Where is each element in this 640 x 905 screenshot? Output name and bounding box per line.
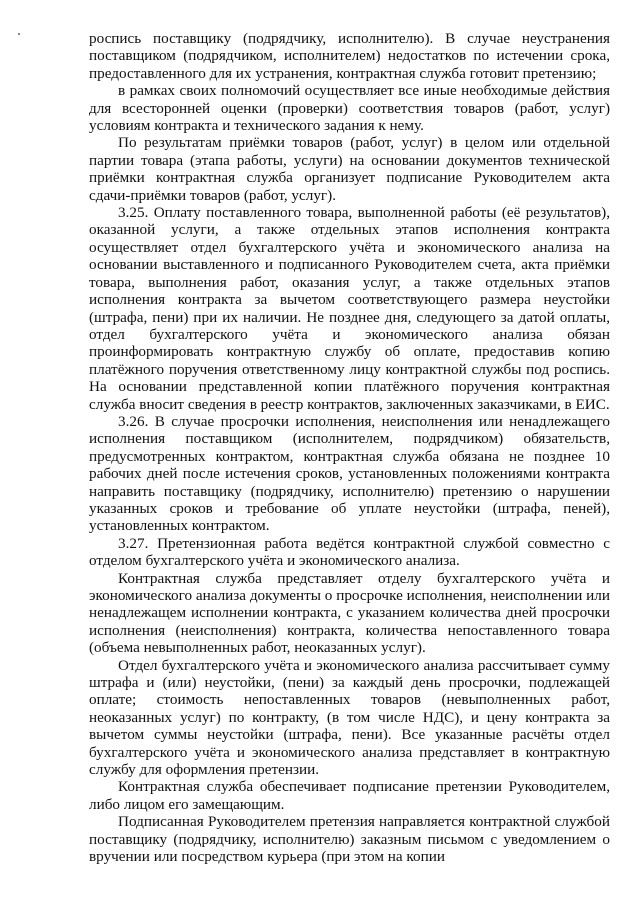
paragraph-3-26: 3.26. В случае просрочки исполнения, неисполнения или ненадлежащего исполнения поставщиком (исполнителем, подрядчиком) обязательств, предусмотренных контрактом, контрактная служба обязана не позднее 10 рабочих дней после истечения сроков, установленных положениями контракта направить поставщику (подрядчику, исполнителю) претензию о нарушении указанных сроков и требование об уплате неустойки (штрафа, пеней), установленных контрактом. <box>89 412 610 535</box>
paragraph-8: Отдел бухгалтерского учёта и экономического анализа рассчитывает сумму штрафа и (или) неустойки, (пени) за каждый день просрочки, подлежащей оплате; стоимость непоставленных товаров (невыполненных работ, неоказанных услуг) по контракту, (в том числе НДС), и цену контракта за вычетом суммы неустойки (штрафа, пени). Все указанные расчёты отдел бухгалтерского учёта и экономического анализа представляет в контрактную службу для оформления претензии. <box>89 656 610 779</box>
paragraph-9: Контрактная служба обеспечивает подписание претензии Руководителем, либо лицом его замещающим. <box>89 778 610 813</box>
scan-speck <box>18 33 20 35</box>
paragraph-3-25: 3.25. Оплату поставленного товара, выполненной работы (её результатов), оказанной услуги, а также отдельных этапов исполнения контракта осуществляет отдел бухгалтерского учёта и экономического анализа на основании выставленного и подписанного Руководителем счета, акта приёмки товара, выполнения работ, оказания услуг, а также отдельных этапов исполнения контракта за вычетом соответствующего размера неустойки (штрафа, пени) при их наличии. Не позднее дня, следующего за датой оплаты, отдел бухгалтерского учёта и экономического анализа обязан проинформировать контрактную службу об оплате, предоставив копию платёжного поручения ответственному лицу контрактной службы под роспись. На основании представленной копии платёжного поручения контрактная служба вносит сведения в реестр контрактов, заключенных заказчиками, в ЕИС. <box>89 204 610 413</box>
paragraph-3-27: 3.27. Претензионная работа ведётся контрактной службой совместно с отделом бухгалтерского учёта и экономического анализа. <box>89 534 610 570</box>
paragraph-1: роспись поставщику (подрядчику, исполнителю). В случае неустранения поставщиком (подрядчиком, исполнителем) недостатков по истечении срока, предоставленного для их устранения, контрактная служба готовит претензию; <box>89 30 610 82</box>
paragraph-10: Подписанная Руководителем претензия направляется контрактной службой поставщику (подрядчику, исполнителю) заказным письмом с уведомлением о вручении или посредством курьера (при этом на копии <box>89 813 610 866</box>
document-body <box>89 30 610 866</box>
paragraph-3: По результатам приёмки товаров (работ, услуг) в целом или отдельной партии товара (этапа работы, услуги) на основании документов технической приёмки контрактная служба организует подписание Руководителем акта сдачи-приёмки товаров (работ, услуг). <box>89 134 610 204</box>
paragraph-2: в рамках своих полномочий осуществляет все иные необходимые действия для всесторонней оценки (проверки) соответствия товаров (работ, услуг) условиям контракта и технического задания к нему. <box>89 82 610 135</box>
paragraph-7: Контрактная служба представляет отделу бухгалтерского учёта и экономического анализа документы о просрочке исполнения, неисполнении или ненадлежащем исполнении контракта, с указанием количества дней просрочки исполнения (неисполнения) контракта, количества непоставленного товара (объема невыполненных работ, неоказанных услуг). <box>89 569 610 657</box>
